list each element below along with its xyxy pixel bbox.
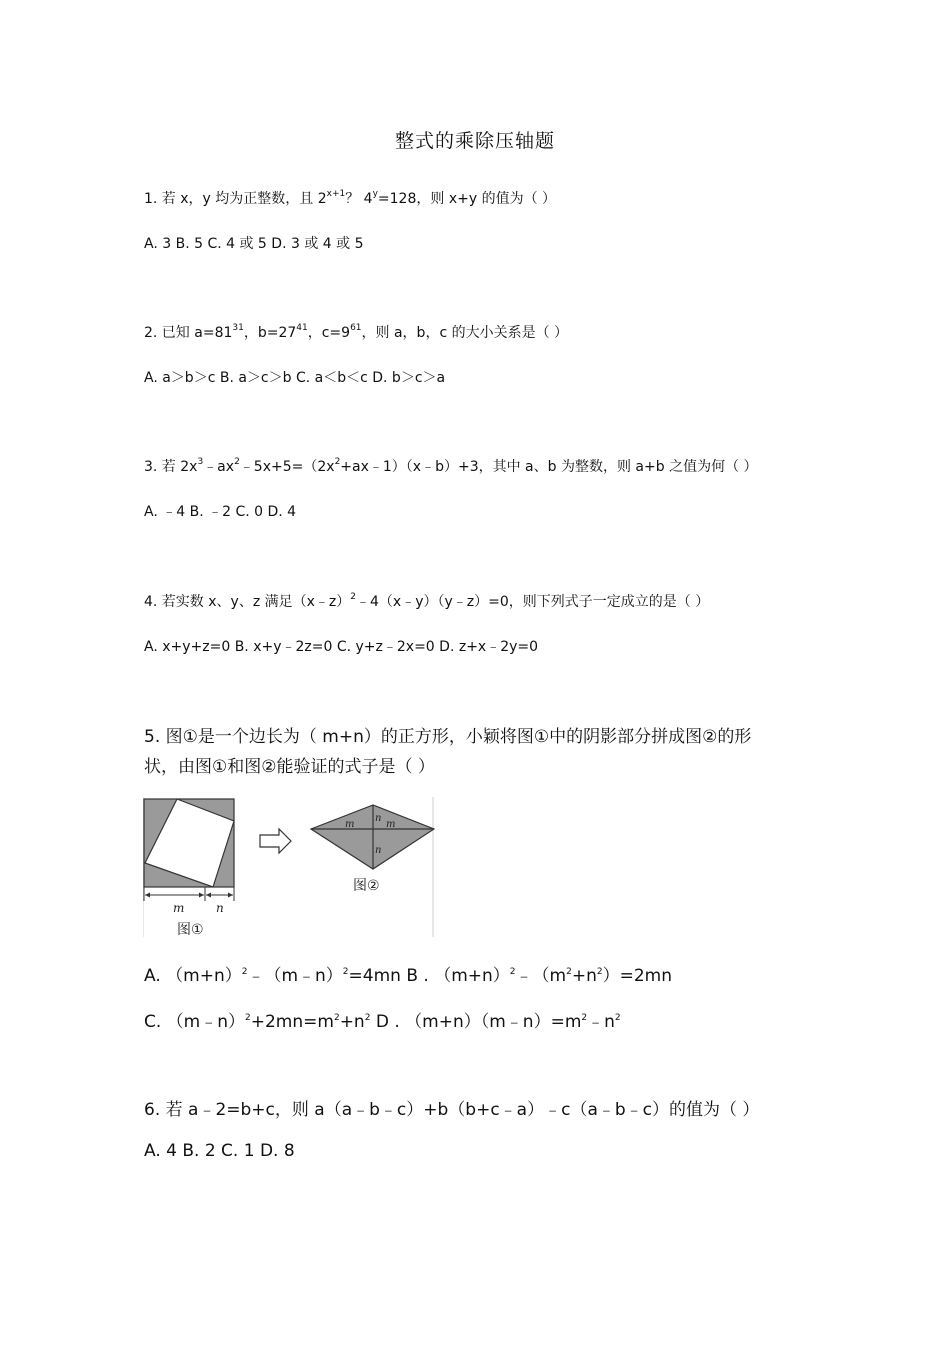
question-6-options: A. 4 B. 2 C. 1 D. 8 — [144, 1141, 295, 1161]
question-2-options: A. a＞b＞c B. a＞c＞b C. a＜b＜c D. b＞c＞a — [144, 370, 446, 386]
figure-1-square — [144, 799, 234, 887]
question-3-options: A. ﹣4 B. ﹣2 C. 0 D. 4 — [144, 504, 297, 520]
figure-1-label-n: n — [216, 901, 224, 915]
figure-1-dimension-lines — [144, 887, 234, 901]
question-5-options-cd: C. $(m﹣n)^2+2mn=m^2+n^2$ D . $(m+n)(m﹣n)=m^2﹣n^2$ — [144, 1012, 621, 1032]
question-4-stem: 4. 若实数 x、y、z 满足（x﹣z）$^2$﹣4（x﹣y）（y﹣z）=0，则下列式子一定成立的是（ ） — [144, 592, 710, 610]
question-3-stem: 3. 若 $2x^3﹣ax^2﹣5x+5=(2x^2+ax﹣1)(x﹣b)+3$，其中 a、b 为整数，则 a+b 之值为何（ ） — [144, 457, 758, 475]
question-5-figure — [143, 797, 435, 943]
question-2-stem: 2. 已知 $a=81^{31}$，$b=27^{41}$，$c=9^{61}$，则 a，b，c 的大小关系是（ ） — [144, 323, 569, 341]
figure-svg — [143, 797, 435, 939]
question-1-options: A. 3 B. 5 C. 4 或 5 D. 3 或 4 或 5 — [144, 236, 364, 252]
question-6-stem: 6. 若 a﹣2=b+c，则 a（a﹣b﹣c）+b（b+c﹣a）﹣c（a﹣b﹣c）的值为（ ） — [144, 1100, 760, 1120]
question-1-stem: 1. 若 x，y 均为正整数，且 $2^{x+1}$？ $4^y=128$，则 x+y 的值为（ ） — [144, 189, 557, 207]
figure-2-caption: 图② — [353, 878, 380, 894]
figure-2-label-n-bottom: n — [375, 845, 382, 856]
page-title: 整式的乘除压轴题 — [394, 130, 555, 152]
question-5-options-ab: A. $(m+n)^2﹣(m﹣n)^2=4mn$ B . $(m+n)^2﹣(m^2+n^2)=2mn$ — [144, 966, 672, 986]
question-5-stem-line-1: 5. 图①是一个边长为（ m+n）的正方形，小颖将图①中的阴影部分拼成图②的形 — [144, 727, 752, 747]
figure-1-label-m: m — [173, 901, 185, 915]
figure-2-label-m-right: m — [386, 819, 396, 830]
figure-1-caption: 图① — [177, 922, 204, 938]
arrow-icon — [260, 829, 291, 853]
question-5-stem-line-2: 状，由图①和图②能验证的式子是（ ） — [144, 757, 435, 777]
figure-2-rhombus — [311, 805, 434, 869]
figure-2-label-n-top: n — [375, 813, 382, 824]
figure-2-label-m-left: m — [345, 819, 355, 830]
question-4-options: A. x+y+z=0 B. x+y﹣2z=0 C. y+z﹣2x=0 D. z+x﹣2y=0 — [144, 639, 539, 655]
